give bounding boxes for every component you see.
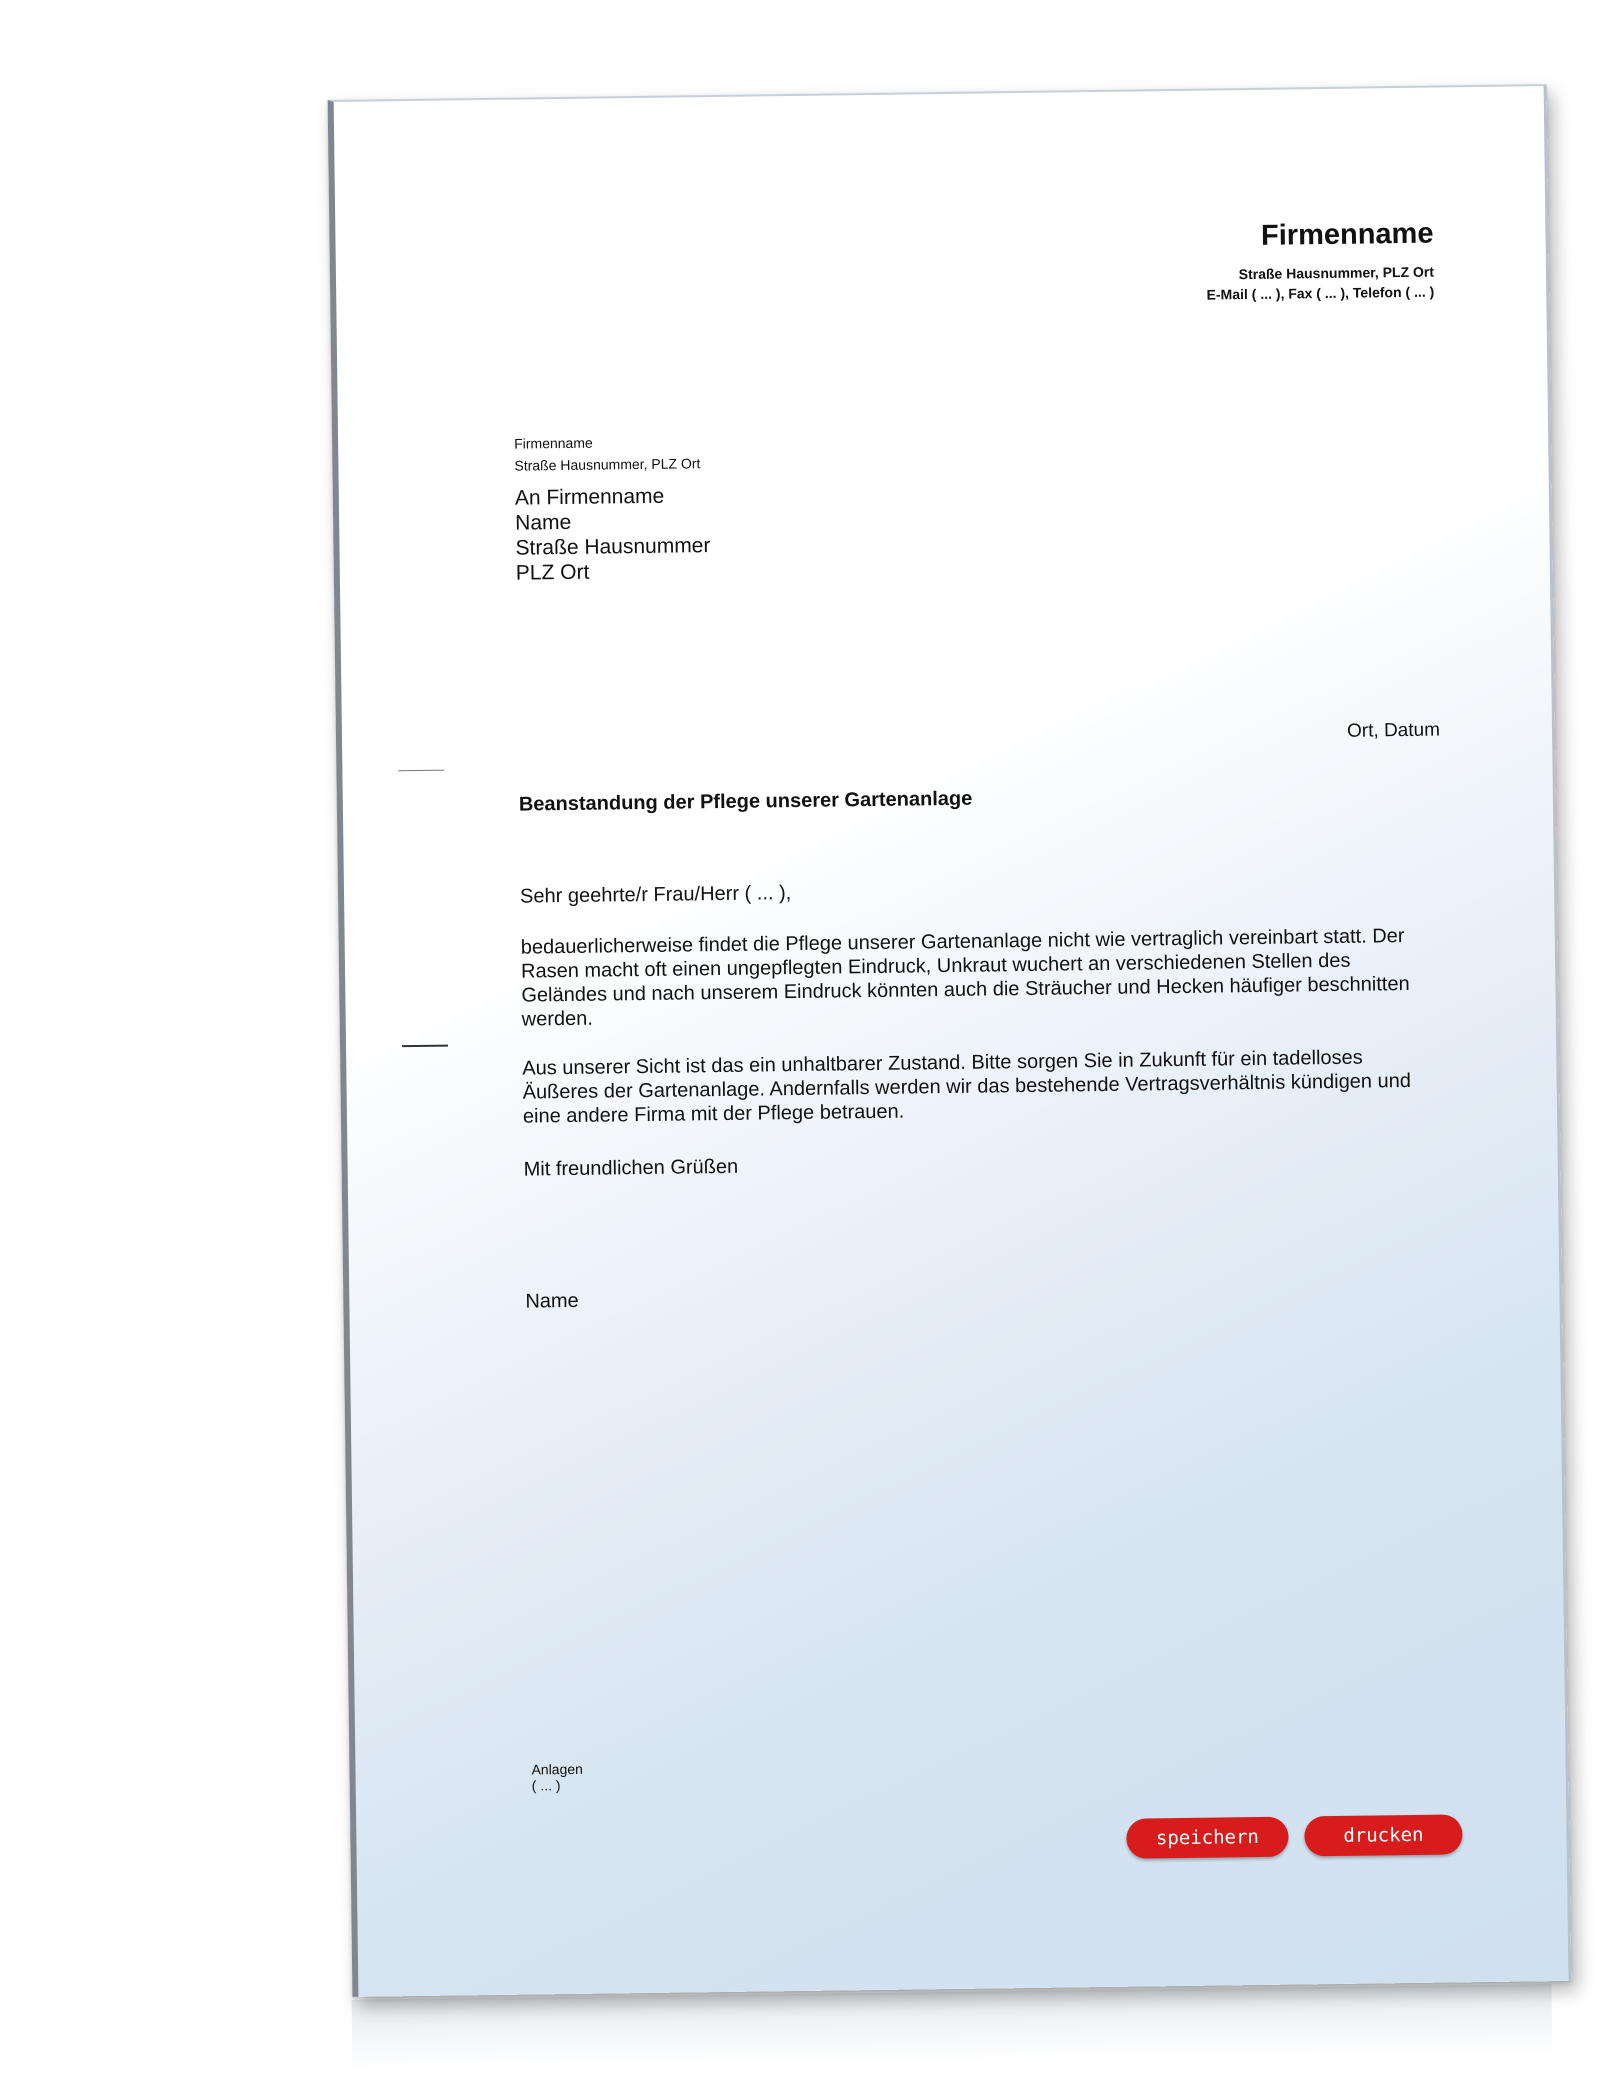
attachments-label: Anlagen xyxy=(531,1760,583,1778)
letterhead-contact: E-Mail ( ... ), Fax ( ... ), Telefon ( ... ) xyxy=(1206,283,1435,303)
letterhead-company-name: Firmenname xyxy=(1260,217,1434,252)
recipient-line-2: Name xyxy=(515,510,572,535)
sender-company: Firmenname xyxy=(514,434,593,452)
attachments-value: ( ... ) xyxy=(531,1777,561,1794)
recipient-line-3: Straße Hausnummer xyxy=(515,534,711,560)
fold-mark xyxy=(398,770,444,772)
print-button[interactable]: drucken xyxy=(1304,1814,1463,1856)
recipient-address-block xyxy=(515,483,711,586)
letter-sheet xyxy=(328,84,1572,1997)
recipient-line-1: An Firmenname xyxy=(514,484,665,510)
body-paragraph: Aus unserer Sicht ist das ein unhaltbarer Zustand. Bitte sorgen Sie in Zukunft für ein tadelloses Äußeres der Gartenanlage. Andernfalls werden wir das bestehende Vertragsverhältnis kündigen und eine andere Firma mit der Pflege betrauen. xyxy=(522,1046,1412,1128)
recipient-line-4: PLZ Ort xyxy=(515,560,590,585)
signature-name: Name xyxy=(525,1289,579,1313)
salutation: Sehr geehrte/r Frau/Herr ( ... ), xyxy=(519,882,792,908)
punch-mark xyxy=(402,1045,448,1048)
letterhead-address: Straße Hausnummer, PLZ Ort xyxy=(1238,263,1435,283)
sender-line xyxy=(514,430,701,476)
letter-subject: Beanstandung der Pflege unserer Gartenanlage xyxy=(518,787,973,816)
attachments xyxy=(531,1761,583,1794)
body-paragraph: bedauerlicherweise findet die Pflege unserer Gartenanlage nicht wie vertraglich vereinbart statt. Der Rasen macht oft einen ungepflegten Eindruck, Unkraut wuchert an verschiedenen Stellen des Geländes und nach unserem Eindruck könnten auch die Sträucher und Hecken häufiger beschnitten werden. xyxy=(520,925,1410,1031)
place-date: Ort, Datum xyxy=(1346,719,1441,742)
closing: Mit freundlichen Grüßen xyxy=(523,1155,739,1181)
sender-address: Straße Hausnummer, PLZ Ort xyxy=(514,455,701,474)
save-button[interactable]: speichern xyxy=(1126,1817,1289,1859)
sheet-reflection xyxy=(352,1984,1553,2070)
